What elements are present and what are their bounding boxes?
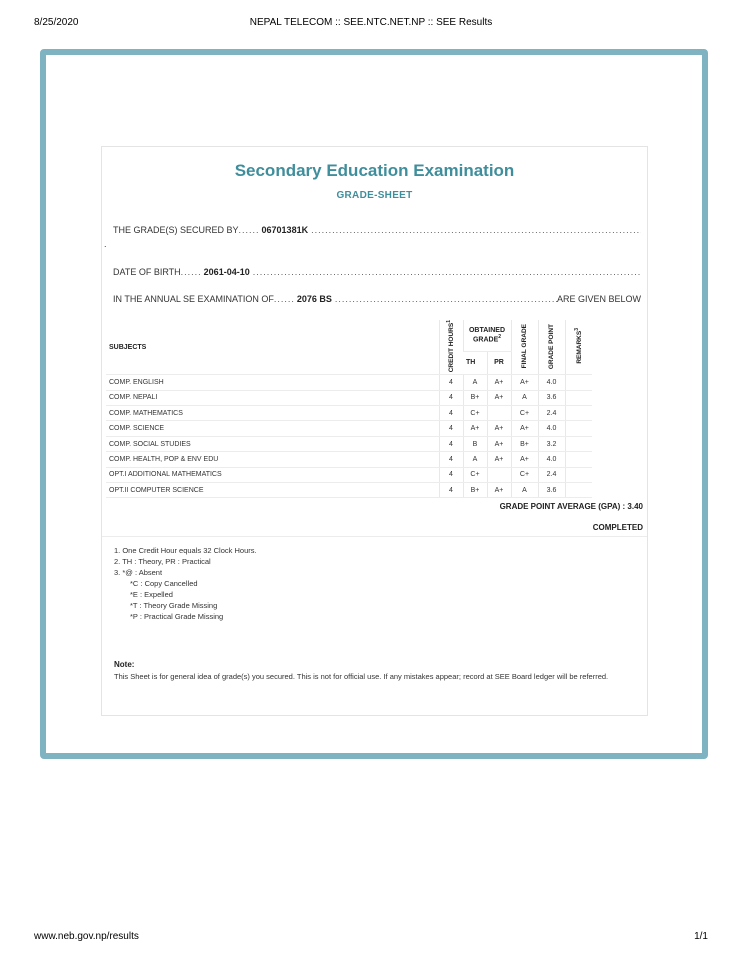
remarks-cell: [565, 467, 592, 482]
grade-point-cell: 3.6: [538, 390, 565, 405]
subject-cell: OPT.I ADDITIONAL MATHEMATICS: [106, 467, 439, 482]
header-final-grade: FINAL GRADE: [511, 320, 538, 375]
footnote: *E : Expelled: [130, 590, 173, 599]
stray-dot: .: [104, 239, 107, 249]
pr-grade-cell: [487, 406, 511, 421]
header-pr: PR: [487, 351, 511, 375]
dob-value: 2061-04-10: [203, 267, 250, 277]
secured-by-label: THE GRADE(S) SECURED BY: [113, 225, 239, 235]
dob-line: [113, 267, 641, 277]
note-text: This Sheet is for general idea of grade(s) you secured. This is not for official use. If any mistakes appear; record at SEE Board ledger will be referred.: [114, 672, 609, 681]
pr-grade-cell: A+: [487, 390, 511, 405]
remarks-cell: [565, 390, 592, 405]
pr-grade-cell: A+: [487, 483, 511, 498]
footnote: 1. One Credit Hour equals 32 Clock Hours.: [114, 546, 257, 555]
header-credit-hours: CREDIT HOURS$^1$: [439, 320, 463, 375]
subject-cell: COMP. SCIENCE: [106, 421, 439, 436]
th-grade-cell: B+: [463, 390, 487, 405]
final-grade-cell: C+: [511, 467, 538, 482]
print-url: www.neb.gov.np/results: [34, 931, 139, 942]
subject-cell: COMP. NEPALI: [106, 390, 439, 405]
pr-grade-cell: A+: [487, 375, 511, 390]
exam-year: 2076 BS: [296, 294, 332, 304]
final-grade-cell: B+: [511, 436, 538, 451]
grade-sheet: [101, 146, 648, 716]
grade-point-cell: 2.4: [538, 467, 565, 482]
table-row: [106, 375, 646, 390]
credit-cell: 4: [439, 421, 463, 436]
print-header: [0, 17, 742, 31]
leader-dots: [239, 225, 259, 235]
th-grade-cell: A: [463, 375, 487, 390]
grade-point-cell: 4.0: [538, 452, 565, 467]
sheet-subtitle: GRADE-SHEET: [336, 190, 413, 201]
remarks-cell: [565, 406, 592, 421]
remarks-cell: [565, 436, 592, 451]
symbol-number: 06701381K: [261, 225, 309, 235]
print-page-title: NEPAL TELECOM :: SEE.NTC.NET.NP :: SEE Results: [249, 17, 493, 28]
sheet-title: Secondary Education Examination: [234, 161, 515, 180]
subject-cell: COMP. HEALTH, POP & ENV EDU: [106, 452, 439, 467]
remarks-cell: [565, 375, 592, 390]
th-grade-cell: C+: [463, 406, 487, 421]
leader-dots: [335, 294, 557, 304]
table-row: [106, 483, 646, 498]
remarks-cell: [565, 421, 592, 436]
dob-label: DATE OF BIRTH: [113, 267, 181, 277]
page-number: 1/1: [694, 931, 708, 942]
credit-cell: 4: [439, 375, 463, 390]
table-row: [106, 467, 646, 482]
final-grade-cell: A+: [511, 452, 538, 467]
subject-cell: COMP. ENGLISH: [106, 375, 439, 390]
credit-cell: 4: [439, 483, 463, 498]
header-subjects: SUBJECTS: [106, 320, 439, 375]
exam-line: [113, 294, 641, 304]
footnote: 3. *@ : Absent: [114, 568, 163, 577]
grade-point-cell: 3.6: [538, 483, 565, 498]
footnote: *C : Copy Cancelled: [130, 579, 198, 588]
divider: [102, 536, 647, 537]
credit-cell: 4: [439, 467, 463, 482]
final-grade-cell: C+: [511, 406, 538, 421]
gpa-summary: GRADE POINT AVERAGE (GPA) : 3.40: [499, 502, 643, 511]
footnote: *T : Theory Grade Missing: [130, 601, 218, 610]
print-footer: [0, 931, 742, 945]
subject-cell: OPT.II COMPUTER SCIENCE: [106, 483, 439, 498]
final-grade-cell: A+: [511, 421, 538, 436]
table-row: [106, 436, 646, 451]
th-grade-cell: B: [463, 436, 487, 451]
header-th: TH: [463, 351, 487, 375]
th-grade-cell: C+: [463, 467, 487, 482]
leader-dots: [253, 267, 641, 277]
grade-point-cell: 4.0: [538, 375, 565, 390]
secured-by-line: [113, 225, 641, 235]
table-row: [106, 421, 646, 436]
final-grade-cell: A: [511, 483, 538, 498]
grade-point-cell: 4.0: [538, 421, 565, 436]
header-grade-point: GRADE POINT: [538, 320, 565, 375]
table-row: [106, 452, 646, 467]
header-remarks: REMARKS$^3$: [565, 320, 592, 375]
note-title: Note:: [114, 660, 135, 669]
leader-dots: [311, 225, 641, 235]
remarks-cell: [565, 452, 592, 467]
footnote: 2. TH : Theory, PR : Practical: [114, 557, 211, 566]
exam-label: IN THE ANNUAL SE EXAMINATION OF: [113, 294, 274, 304]
pr-grade-cell: [487, 467, 511, 482]
given-below-text: ARE GIVEN BELOW: [556, 294, 641, 304]
final-grade-cell: A: [511, 390, 538, 405]
pr-grade-cell: A+: [487, 421, 511, 436]
table-row: [106, 390, 646, 405]
header-obtained-grade: OBTAINED GRADE$^2$: [463, 320, 511, 351]
subject-cell: COMP. MATHEMATICS: [106, 406, 439, 421]
grade-point-cell: 2.4: [538, 406, 565, 421]
th-grade-cell: A+: [463, 421, 487, 436]
result-status: COMPLETED: [592, 523, 643, 532]
th-grade-cell: B+: [463, 483, 487, 498]
credit-cell: 4: [439, 452, 463, 467]
final-grade-cell: A+: [511, 375, 538, 390]
th-grade-cell: A: [463, 452, 487, 467]
remarks-cell: [565, 483, 592, 498]
grade-point-cell: 3.2: [538, 436, 565, 451]
credit-cell: 4: [439, 406, 463, 421]
print-date: 8/25/2020: [34, 17, 79, 28]
credit-cell: 4: [439, 390, 463, 405]
table-row: [106, 406, 646, 421]
footnotes: [114, 545, 257, 622]
grades-table: [106, 320, 646, 498]
credit-cell: 4: [439, 436, 463, 451]
subject-cell: COMP. SOCIAL STUDIES: [106, 436, 439, 451]
pr-grade-cell: A+: [487, 452, 511, 467]
leader-dots: [274, 294, 294, 304]
pr-grade-cell: A+: [487, 436, 511, 451]
leader-dots: [181, 267, 201, 277]
footnote: *P : Practical Grade Missing: [130, 612, 224, 621]
